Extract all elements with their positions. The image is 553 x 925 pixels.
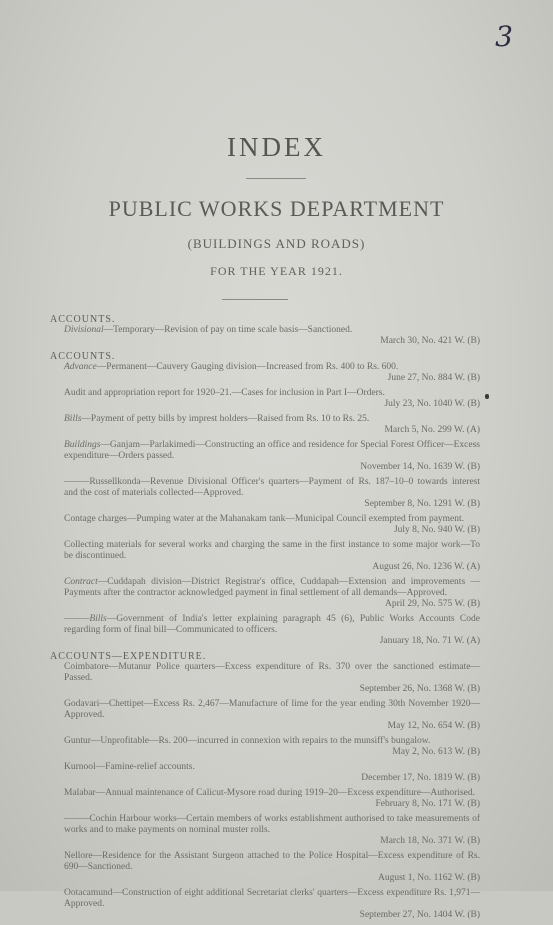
entry-reference: August 1, No. 1162 W. (B) [377, 873, 480, 883]
entry-text [64, 477, 480, 499]
index-entry [50, 514, 480, 536]
entry-text [64, 414, 480, 425]
entry-description: Malabar—Annual maintenance of Calicut-Mysore road during 1919–20—Excess expenditure—Authorised. [64, 788, 476, 798]
entry-description: Kurnool—Famine-relief accounts. [64, 762, 195, 772]
entry-reference: July 8, No. 940 W. (B) [393, 525, 480, 535]
entry-description: Russellkonda—Revenue Divisional Officer's quarters—Payment of Rs. 187–10–0 towards interest and the cost of materials collected—Approved. [64, 477, 480, 498]
department-subtitle: (BUILDINGS AND ROADS) [187, 236, 366, 251]
index-entry [50, 788, 480, 810]
entry-reference: September 26, No. 1368 W. (B) [359, 684, 480, 694]
entry-text [64, 662, 480, 684]
entry-lead: ———Bills [64, 614, 107, 624]
entry-text [64, 540, 480, 562]
entry-text [64, 388, 480, 399]
entry-reference: September 8, No. 1291 W. (B) [364, 499, 480, 509]
entry-description: Nellore—Residence for the Assistant Surgeon attached to the Police Hospital—Excess expenditure of Rs. 690—Sanctioned. [64, 851, 480, 872]
entry-reference: February 8, No. 171 W. (B) [375, 799, 480, 809]
index-entry [50, 325, 480, 347]
entry-description: —Temporary—Revision of pay on time scale basis—Sanctioned. [103, 325, 353, 335]
entry-reference: December 17, No. 1819 W. (B) [361, 773, 480, 783]
entry-lead: ——— [64, 477, 90, 487]
year-rule [222, 299, 288, 300]
entry-reference: April 29, No. 575 W. (B) [385, 599, 480, 609]
ink-mark [485, 394, 489, 399]
index-entry [50, 414, 480, 436]
year-title: FOR THE YEAR 1921. [210, 264, 343, 278]
entry-reference: September 27, No. 1404 W. (B) [359, 910, 480, 920]
entry-text [64, 888, 480, 910]
entry-text [64, 736, 480, 747]
entry-description: Coimbatore—Mutanur Police quarters—Excess expenditure of Rs. 370 over the sanctioned estimate—Passed. [64, 662, 480, 683]
index-entry [50, 736, 480, 758]
entry-lead: Bills [64, 414, 82, 424]
index-entry [50, 762, 480, 784]
section-heading: ACCOUNTS. [50, 351, 116, 362]
index-entry [50, 699, 480, 732]
entry-text [64, 514, 480, 525]
entry-text [64, 699, 480, 721]
index-entry [50, 814, 480, 847]
entry-description: Collecting materials for several works and charging the same in the first instance to some major work—To be discontinued. [64, 540, 480, 561]
entry-description: Cochin Harbour works—Certain members of works establishment authorised to take measurements of works and to make payments on nominal muster rolls. [64, 814, 480, 835]
entry-description: Contage charges—Pumping water at the Mahanakam tank—Municipal Council exempted from payment. [64, 514, 465, 524]
entry-reference: March 5, No. 299 W. (A) [384, 425, 480, 435]
entry-text [64, 762, 480, 773]
entry-text [64, 814, 480, 836]
index-entry [50, 362, 480, 384]
index-body [50, 312, 480, 925]
entry-reference: March 18, No. 371 W. (B) [380, 836, 480, 846]
entry-text [64, 362, 480, 373]
entry-description: —Payment of petty bills by imprest holders—Raised from Rs. 10 to Rs. 25. [81, 414, 370, 424]
entry-reference: November 14, No. 1639 W. (B) [360, 462, 480, 472]
index-entry [50, 614, 480, 647]
entry-reference: July 23, No. 1040 W. (B) [384, 399, 480, 409]
entry-lead: Contract [64, 577, 98, 587]
entry-description: —Government of India's letter explaining paragraph 45 (6), Public Works Accounts Code regarding form of final bill—Communicated to officers. [64, 614, 480, 635]
index-entry [50, 888, 480, 921]
index-entry [50, 477, 480, 510]
entry-lead: ——— [64, 814, 90, 824]
page-number: 3 [495, 20, 513, 53]
index-entry [50, 851, 480, 884]
index-entry [50, 388, 480, 410]
entry-lead: Advance [64, 362, 97, 372]
entry-text [64, 325, 480, 336]
entry-reference: August 26, No. 1236 W. (A) [372, 562, 480, 572]
entry-text [64, 851, 480, 873]
section-heading: ACCOUNTS. [50, 314, 116, 325]
entry-description: Audit and appropriation report for 1920–21.—Cases for inclusion in Part I—Orders. [64, 388, 385, 398]
index-entry [50, 440, 480, 473]
entry-text [64, 788, 480, 799]
index-title: INDEX [227, 132, 326, 162]
entry-description: —Ganjam—Parlakimedi—Constructing an office and residence for Special Forest Officer—Excess expenditure—Orders passed. [64, 440, 480, 461]
entry-description: Guntur—Unprofitable—Rs. 200—incurred in connexion with repairs to the munsiff's bungalow. [64, 736, 431, 746]
entry-reference: June 27, No. 884 W. (B) [387, 373, 480, 383]
entry-reference: May 2, No. 613 W. (B) [392, 747, 480, 757]
entry-lead: Buildings [64, 440, 101, 450]
entry-text [64, 614, 480, 636]
entry-description: Godavari—Chettipet—Excess Rs. 2,467—Manufacture of lime for the year ending 30th November 1920—Approved. [64, 699, 480, 720]
entry-description: —Cuddapah division—District Registrar's office, Cuddapah—Extension and improvements — Payments after the contractor acknowledged payment in final settlement of all demands—Approved. [64, 577, 480, 598]
title-rule [246, 178, 306, 179]
entry-text [64, 577, 480, 599]
entry-reference: January 18, No. 71 W. (A) [379, 636, 480, 646]
index-entry [50, 662, 480, 695]
index-entry [50, 540, 480, 573]
entry-reference: May 12, No. 654 W. (B) [387, 721, 480, 731]
department-title: PUBLIC WORKS DEPARTMENT [108, 196, 445, 221]
entry-reference: March 30, No. 421 W. (B) [380, 336, 480, 346]
section-heading: ACCOUNTS—EXPENDITURE. [50, 651, 207, 662]
entry-lead: Divisional [64, 325, 104, 335]
entry-description: —Permanent—Cauvery Gauging division—Increased from Rs. 400 to Rs. 600. [96, 362, 399, 372]
entry-description: Ootacamund—Construction of eight additional Secretariat clerks' quarters—Excess expenditure Rs. 1,971—Approved. [64, 888, 480, 909]
entry-text [64, 440, 480, 462]
index-entry [50, 577, 480, 610]
